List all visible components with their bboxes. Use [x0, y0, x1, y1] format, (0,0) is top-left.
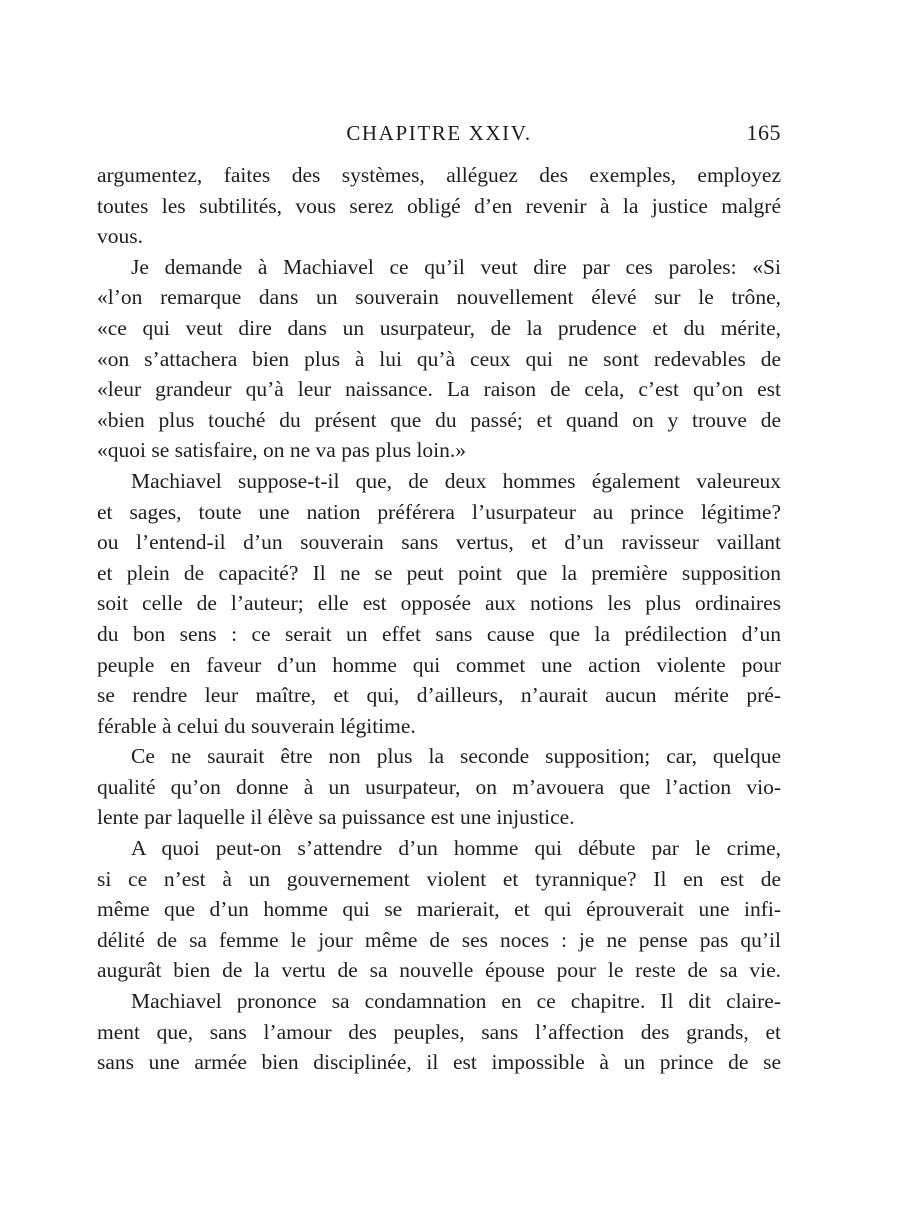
text-line: sans une armée bien disciplinée, il est impossible à un prince de se [97, 1050, 781, 1075]
text-line: même que d’un homme qui se marierait, et qui éprouverait une infi- [97, 897, 781, 922]
text-line: Machiavel suppose-t-il que, de deux hommes également valeureux [131, 468, 781, 493]
text-line: toutes les subtilités, vous serez obligé d’en revenir à la justice malgré [97, 193, 781, 218]
paragraph [97, 466, 781, 741]
text-line: lente par laquelle il élève sa puissance est une injustice. [97, 805, 575, 830]
text-line: augurât bien de la vertu de sa nouvelle épouse pour le reste de sa vie. [97, 958, 781, 983]
text-line: Ce ne saurait être non plus la seconde supposition; car, quelque [131, 744, 781, 769]
text-line: et plein de capacité? Il ne se peut point que la première supposition [97, 560, 781, 585]
text-line: A quoi peut-on s’attendre d’un homme qui débute par le crime, [131, 836, 781, 861]
text-line: «leur grandeur qu’à leur naissance. La raison de cela, c’est qu’on est [97, 377, 781, 402]
text-line: «ce qui veut dire dans un usurpateur, de la prudence et du mérite, [97, 315, 781, 340]
paragraph [97, 833, 781, 986]
text-line: férable à celui du souverain légitime. [97, 713, 416, 738]
text-line: «bien plus touché du présent que du passé; et quand on y trouve de [97, 407, 781, 432]
paragraph [97, 741, 781, 833]
text-line: Je demande à Machiavel ce qu’il veut dire par ces paroles: «Si [131, 254, 781, 279]
text-line: «l’on remarque dans un souverain nouvellement élevé sur le trône, [97, 285, 781, 310]
text-line: vous. [97, 224, 143, 249]
text-line: peuple en faveur d’un homme qui commet une action violente pour [97, 652, 781, 677]
chapter-title: CHAPITRE XXIV. [346, 121, 532, 145]
text-line: ou l’entend-il d’un souverain sans vertus, et d’un ravisseur vaillant [97, 530, 781, 555]
text-line: qualité qu’on donne à un usurpateur, on m’avouera que l’action vio- [97, 774, 781, 799]
text-line: argumentez, faites des systèmes, alléguez des exemples, employez [97, 163, 781, 187]
paragraph [97, 986, 781, 1078]
text-line: ment que, sans l’amour des peuples, sans l’affection des grands, et [97, 1019, 781, 1044]
text-line: «on s’attachera bien plus à lui qu’à ceux qui ne sont redevables de [97, 346, 781, 371]
text-line: et sages, toute une nation préférera l’usurpateur au prince légitime? [97, 499, 781, 524]
text-line: soit celle de l’auteur; elle est opposée aux notions les plus ordinaires [97, 591, 781, 616]
text-line: Machiavel prononce sa condamnation en ce chapitre. Il dit claire- [131, 989, 781, 1014]
text-line: «quoi se satisfaire, on ne va pas plus loin.» [97, 438, 467, 463]
text-line: se rendre leur maître, et qui, d’ailleurs, n’aurait aucun mérite pré- [97, 683, 781, 708]
paragraph [97, 160, 781, 252]
paragraph [97, 252, 781, 466]
page-number: 165 [746, 120, 781, 145]
running-head [97, 118, 781, 148]
text-line: si ce n’est à un gouvernement violent et tyrannique? Il en est de [97, 866, 781, 891]
body-text [97, 160, 781, 1078]
text-line: délité de sa femme le jour même de ses noces : je ne pense pas qu’il [97, 927, 781, 952]
text-line: du bon sens : ce serait un effet sans cause que la prédilection d’un [97, 621, 781, 646]
